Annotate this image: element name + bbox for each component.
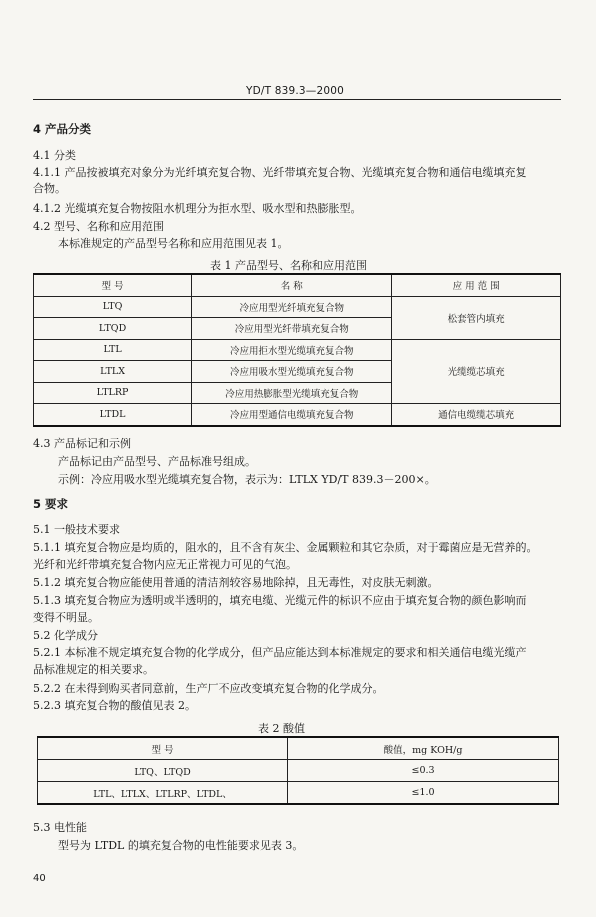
section-4-heading: 4 产品分类 — [33, 122, 92, 136]
table-header-cell: 酸值，mg KOH/g — [288, 737, 559, 760]
table-header-cell: 型 号 — [34, 274, 192, 296]
section-5-2-1-text: 5.2.1 本标准不规定填充复合物的化学成分，但产品应能达到本标准规定的要求和相关通信电缆光缆产 — [33, 646, 527, 659]
table-cell-model: LTQ — [34, 296, 192, 318]
table-cell-model: LTL、LTLX、LTLRP、LTDL、 — [38, 782, 288, 805]
table-cell-scope: 松套管内填充 — [392, 296, 561, 339]
table-cell-name: 冷应用型光纤带填充复合物 — [192, 318, 392, 340]
page-number: 40 — [33, 873, 46, 884]
section-5-3-text: 型号为 LTDL 的填充复合物的电性能要求见表 3。 — [58, 839, 304, 852]
table2 — [37, 736, 559, 805]
section-4-1-1-text-cont: 合物。 — [33, 182, 66, 195]
table2-caption: 表 2 酸值 — [258, 722, 305, 735]
section-4-2-text: 本标准规定的产品型号名称和应用范围见表 1。 — [58, 237, 289, 250]
header-rule — [33, 99, 561, 100]
table-header-cell: 名 称 — [192, 274, 392, 296]
table-cell-name: 冷应用热膨胀型光缆填充复合物 — [192, 382, 392, 404]
section-4-2-heading: 4.2 型号、名称和应用范围 — [33, 220, 164, 233]
table-cell-model: LTLX — [34, 361, 192, 383]
section-5-2-2-text: 5.2.2 在未得到购买者同意前，生产厂不应改变填充复合物的化学成分。 — [33, 682, 384, 695]
table-cell-scope: 光缆缆芯填充 — [392, 339, 561, 404]
section-4-3-text: 产品标记由产品型号、产品标准号组成。 — [58, 455, 256, 468]
table-cell-name: 冷应用型通信电缆填充复合物 — [192, 404, 392, 426]
table1 — [33, 273, 561, 427]
table-cell-value: ≤0.3 — [288, 760, 559, 782]
section-5-1-2-text: 5.1.2 填充复合物应能使用普通的清洁剂较容易地除掉，且无毒性，对皮肤无刺激。 — [33, 576, 439, 589]
section-4-1-1-text: 4.1.1 产品按被填充对象分为光纤填充复合物、光纤带填充复合物、光缆填充复合物和通信电缆填充复 — [33, 166, 527, 179]
table-row — [38, 760, 559, 782]
table-row — [38, 782, 559, 805]
table-cell-name: 冷应用吸水型光缆填充复合物 — [192, 361, 392, 383]
section-5-1-1-text-cont: 光纤和光纤带填充复合物内应无正常视力可见的气泡。 — [33, 558, 297, 571]
section-5-1-3-text-cont: 变得不明显。 — [33, 611, 99, 624]
section-4-1-2-text: 4.1.2 光缆填充复合物按阻水机理分为拒水型、吸水型和热膨胀型。 — [33, 202, 362, 215]
table-cell-value: ≤1.0 — [288, 782, 559, 805]
table-header-row — [34, 274, 561, 296]
section-5-1-3-text: 5.1.3 填充复合物应为透明或半透明的，填充电缆、光缆元件的标识不应由于填充复合物的颜色影响而 — [33, 594, 527, 607]
section-5-2-heading: 5.2 化学成分 — [33, 629, 98, 642]
table-cell-model: LTQ、LTQD — [38, 760, 288, 782]
section-4-3-example: 示例：冷应用吸水型光缆填充复合物，表示为：LTLX YD/T 839.3－200×。 — [58, 473, 436, 486]
table-row — [34, 296, 561, 318]
section-5-3-heading: 5.3 电性能 — [33, 821, 87, 834]
table-cell-name: 冷应用型光纤填充复合物 — [192, 296, 392, 318]
section-5-1-1-text: 5.1.1 填充复合物应是均质的，阻水的，且不含有灰尘、金属颗粒和其它杂质，对于霉菌应是无营养的。 — [33, 541, 538, 554]
table-cell-scope: 通信电缆缆芯填充 — [392, 404, 561, 426]
section-5-heading: 5 要求 — [33, 497, 69, 511]
table-header-cell: 应 用 范 围 — [392, 274, 561, 296]
section-5-2-3-text: 5.2.3 填充复合物的酸值见表 2。 — [33, 699, 196, 712]
table-row — [34, 404, 561, 426]
table-cell-model: LTDL — [34, 404, 192, 426]
section-4-1-heading: 4.1 分类 — [33, 149, 76, 162]
table-header-row — [38, 737, 559, 760]
section-5-1-heading: 5.1 一般技术要求 — [33, 523, 120, 536]
table-cell-model: LTLRP — [34, 382, 192, 404]
section-4-3-heading: 4.3 产品标记和示例 — [33, 437, 131, 450]
page-header: YD/T 839.3—2000 — [245, 85, 345, 97]
table-cell-name: 冷应用拒水型光缆填充复合物 — [192, 339, 392, 361]
table-row — [34, 339, 561, 361]
table-header-cell: 型 号 — [38, 737, 288, 760]
table-cell-model: LTL — [34, 339, 192, 361]
table1-caption: 表 1 产品型号、名称和应用范围 — [210, 259, 367, 272]
section-5-2-1-text-cont: 品标准规定的相关要求。 — [33, 663, 154, 676]
table-cell-model: LTQD — [34, 318, 192, 340]
